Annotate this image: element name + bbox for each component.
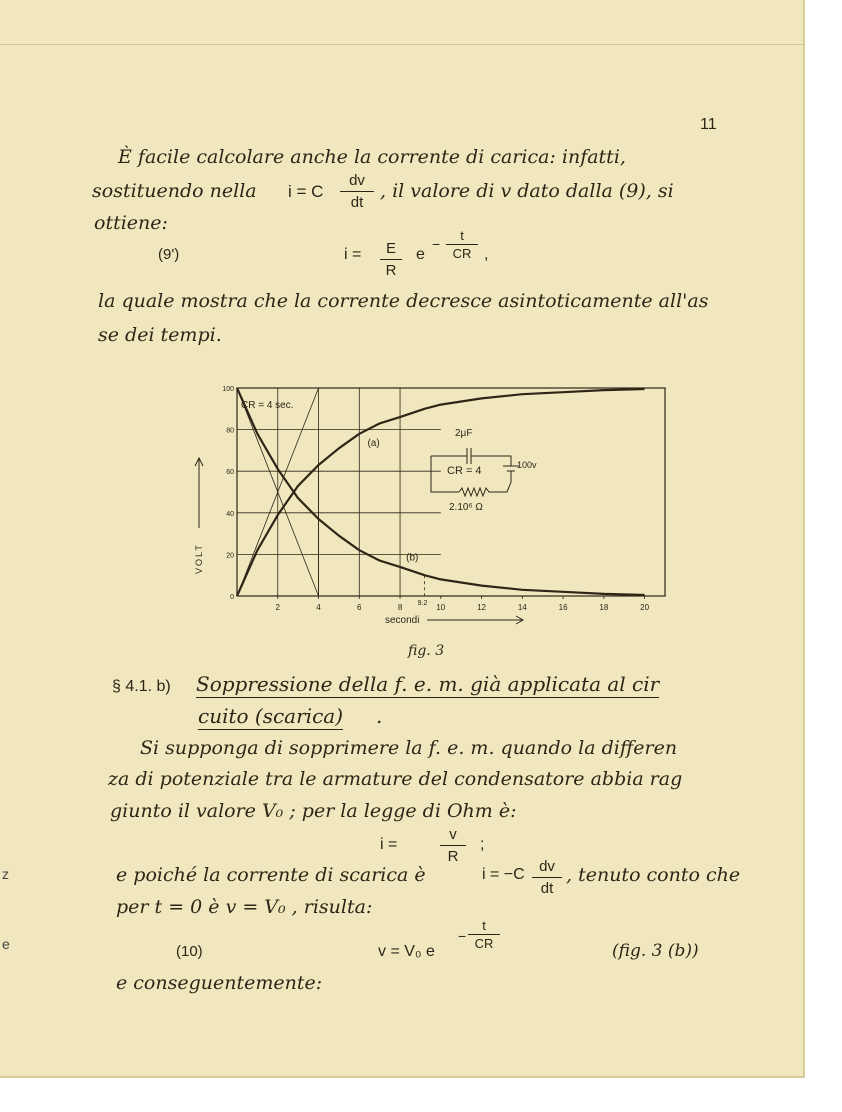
paragraph-2-line-1: la quale mostra che la corrente decresce asintoticamente all'as (98, 290, 709, 312)
equation-9-exponent (446, 228, 478, 261)
y-tick-label: 40 (226, 510, 234, 518)
fraction-numerator: dv (539, 858, 555, 875)
y-tick-label: 60 (226, 469, 234, 477)
figure-3-chart (185, 378, 680, 640)
series-a-label: (a) (367, 438, 380, 450)
paragraph-3-line-2: za di potenziale tra le armature del condensatore abbia rag (108, 768, 683, 790)
y-axis-label: VOLT (194, 543, 204, 574)
fraction-dv-dt (340, 172, 374, 211)
fraction-bar (380, 259, 402, 260)
y-tick-label: 100 (222, 386, 234, 393)
equation-9-lhs: i = (344, 246, 362, 263)
paper-fold (0, 44, 805, 45)
fraction-bar (468, 934, 500, 935)
equation-9-exp-base: e (416, 246, 425, 263)
equation-9-numerator: E (385, 240, 396, 257)
x-tick-label: 2 (275, 603, 280, 612)
equation-9-denominator: R (385, 262, 397, 279)
circuit-cr: CR = 4 (447, 465, 482, 477)
ohm-denominator: R (447, 848, 459, 865)
chart-axes (195, 388, 665, 624)
paragraph-1-line-3: ottiene: (94, 212, 168, 234)
edge-mark-1: z (2, 866, 9, 882)
section-title-line-2: cuito (scarica) (198, 704, 343, 728)
circuit-capacitance: 2μF (455, 428, 473, 439)
ohm-equation-semicolon: ; (480, 836, 485, 853)
equation-10-label: (10) (176, 943, 203, 960)
paragraph-3-line-3: giunto il valore V₀ ; per la legge di Ohm è: (110, 800, 517, 822)
equation-10-reference: (fig. 3 (b)) (612, 941, 699, 961)
equation-9-label: (9') (158, 246, 180, 263)
fraction-bar (440, 845, 466, 846)
ohm-equation-lhs: i = (380, 836, 398, 853)
paragraph-2-line-2: se dei tempi. (98, 324, 222, 346)
equation-9-comma: , (484, 246, 489, 263)
circuit-switch (491, 471, 511, 492)
x-tick-label: 20 (640, 603, 650, 612)
paragraph-1-line-1: È facile calcolare anche la corrente di carica: infatti, (118, 146, 626, 168)
x-tick-label: 10 (436, 603, 446, 612)
paragraph-1-line-2a: sostituendo nella (92, 180, 257, 202)
equation-9-exponent-num: t (460, 228, 464, 243)
y-tick-label: 0 (230, 594, 234, 601)
paragraph-1-line-2b: , il valore di v dato dalla (9), si (380, 180, 674, 202)
paragraph-4-line-1b: , tenuto conto che (566, 864, 741, 886)
page-number: 11 (700, 116, 717, 133)
equation-10-lhs: v = V₀ e (378, 943, 435, 960)
figure-caption: fig. 3 (408, 643, 445, 659)
x-tick-label: 18 (599, 603, 609, 612)
y-tick-label: 80 (226, 427, 234, 435)
section-title-period: . (376, 704, 383, 728)
equation-10-exponent-den: CR (474, 936, 494, 951)
circuit-resistor (459, 488, 491, 496)
circuit-capacitor (467, 448, 471, 464)
edge-mark-2: e (2, 936, 10, 952)
formula-i-equals-minus-c: i = −C (482, 866, 525, 883)
x-tick-label: 14 (517, 603, 527, 612)
fraction-numerator: dv (349, 172, 365, 189)
paragraph-4-line-1a: e poiché la corrente di scarica è (116, 864, 426, 886)
series-b-label: (b) (406, 552, 419, 564)
cr-annotation: CR = 4 sec. (241, 400, 294, 411)
formula-i-equals-c: i = C (288, 182, 324, 201)
equation-10-minus: − (458, 928, 467, 944)
fraction-denominator: dt (540, 880, 554, 897)
ohm-numerator: v (449, 826, 457, 843)
fraction-bar (446, 244, 478, 245)
section-title-line-1: Soppressione della f. e. m. già applicata al cir (196, 672, 660, 696)
circuit-voltage: 100v (517, 460, 537, 470)
x-tick-label: 8 (397, 603, 403, 612)
x-axis-label: secondi (385, 615, 420, 626)
x-tick-label: 12 (477, 603, 487, 612)
equation-10-exponent-num: t (482, 918, 486, 933)
y-tick-label: 20 (226, 552, 234, 560)
fraction-dv-dt-2 (532, 858, 562, 897)
fraction-bar (340, 191, 374, 192)
equation-9-exponent-den: CR (452, 246, 472, 261)
equation-9-minus: − (432, 236, 441, 252)
x-tick-label: 6 (357, 603, 362, 612)
x-tick-label-extra: 9.2 (417, 600, 428, 607)
paragraph-5: e conseguentemente: (116, 972, 323, 994)
equation-10-exponent (468, 918, 500, 951)
paragraph-3-line-1: Si supponga di sopprimere la f. e. m. quando la differen (140, 737, 678, 759)
paragraph-4-line-2: per t = 0 è v = V₀ , risulta: (116, 896, 373, 918)
x-tick-label: 4 (316, 603, 321, 612)
section-number: § 4.1. b) (112, 678, 171, 695)
circuit-resistance: 2.10⁶ Ω (449, 502, 483, 513)
x-tick-label: 16 (558, 603, 568, 612)
fraction-denominator: dt (350, 194, 364, 211)
ohm-equation-fraction (440, 826, 466, 865)
chart-grid (237, 388, 441, 596)
equation-9-fraction (380, 240, 402, 279)
fraction-bar (532, 877, 562, 878)
